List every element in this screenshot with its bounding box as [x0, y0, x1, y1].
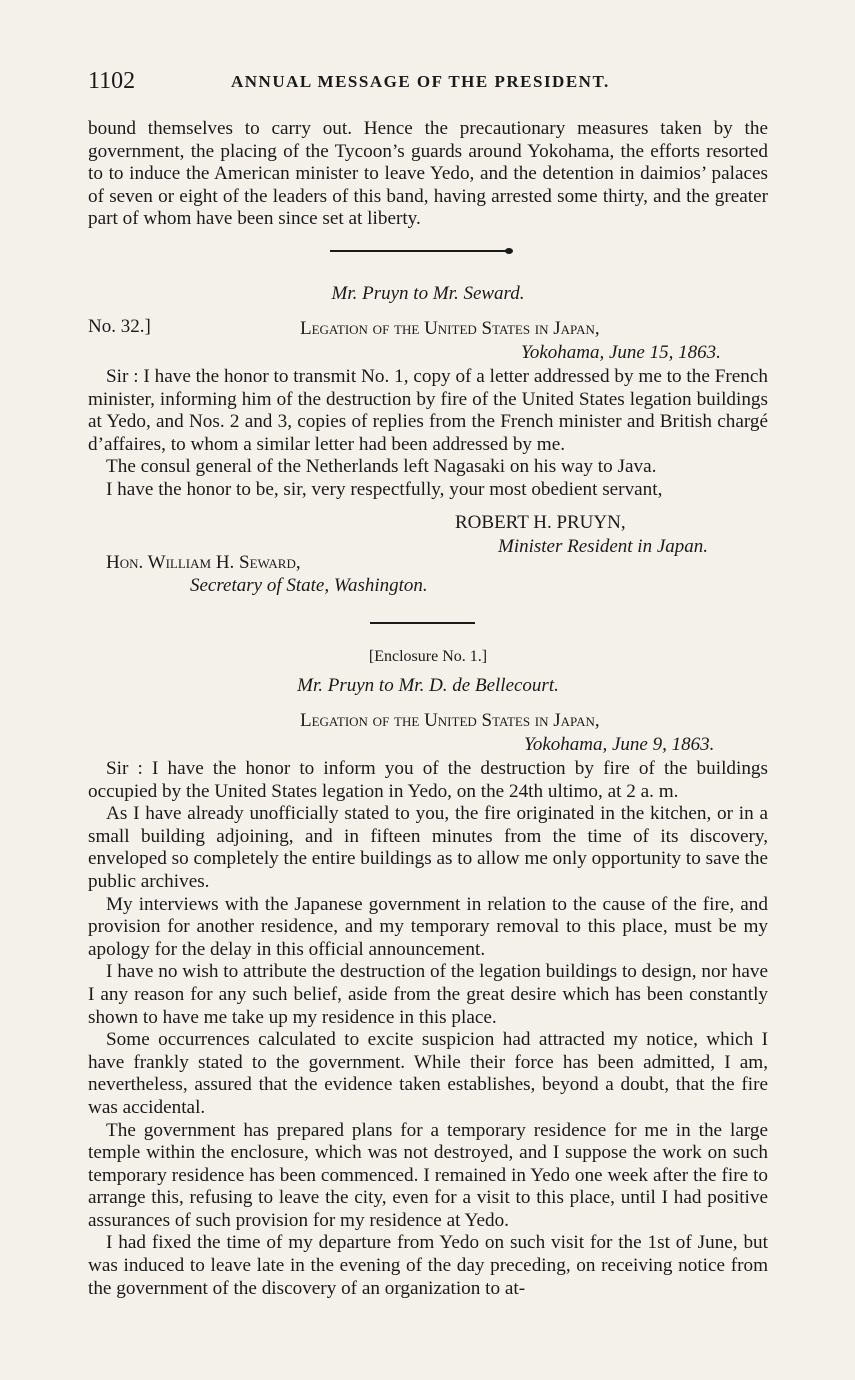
letter-heading: Mr. Pruyn to Mr. Seward.	[331, 283, 525, 304]
enclosure-label: [Enclosure No. 1.]	[368, 648, 488, 665]
enclosure-paragraph: The government has prepared plans for a temporary residence for me in the large temple within the enclosure, which was not destroyed, and I suppose the work on such temporary residence has been commenced. I remained in Yedo one week after the fire to arrange this, refusing to leave the city, even for a visit to this place, until I had positive assurances of such provision for my residence at Yedo.	[88, 1119, 768, 1231]
page-number: 1102	[88, 68, 136, 94]
divider-ornament	[505, 248, 513, 254]
letter-paragraph: The consul general of the Netherlands left Nagasaki on his way to Java.	[106, 456, 657, 478]
enclosure-paragraph: Sir : I have the honor to inform you of the destruction by fire of the buildings occupied by the United States legation in Yedo, on the 24th ultimo, at 2 a. m.	[88, 758, 768, 802]
enclosure-paragraph: Some occurrences calculated to excite suspicion had attracted my notice, which I have frankly stated to the government. While their force has been admitted, I am, nevertheless, assured that the evidence taken establishes, beyond a doubt, that the fire was accidental.	[88, 1029, 768, 1118]
running-title: ANNUAL MESSAGE OF THE PRESIDENT.	[231, 72, 610, 91]
letter-paragraph: Sir : I have the honor to transmit No. 1, copy of a letter addressed by me to the French minister, informing him of the destruction by fire of the United States legation buildings at Yedo, and Nos. 2 and 3, copies of replies from the French minister and British chargé d’affaires, to whom a similar letter had been addressed by me.	[88, 366, 768, 455]
intro-text: bound themselves to carry out. Hence the precautionary measures taken by the government, the placing of the Tycoon’s guards around Yokohama, the efforts resorted to to induce the American minister to leave Yedo, and the detention in daimios’ palaces of seven or eight of the leaders of this band, having arrested some thirty, and the greater part of whom have been since set at liberty.	[88, 118, 768, 230]
enclosure-heading: Mr. Pruyn to Mr. D. de Bellecourt.	[297, 675, 559, 696]
enclosure-paragraph: My interviews with the Japanese government in relation to the cause of the fire, and provision for another residence, and my temporary removal to this place, must be my apology for the delay in this official announcement.	[88, 893, 768, 960]
enclosure-place-date: Yokohama, June 9, 1863.	[524, 734, 715, 755]
signature-title: Minister Resident in Japan.	[498, 536, 709, 557]
page-header	[88, 68, 768, 100]
enclosure-paragraph: I had fixed the time of my departure from Yedo on such visit for the 1st of June, but was induced to leave late in the evening of the day preceding, on receiving notice from the government of the discovery of an organization to at-	[88, 1232, 768, 1299]
section-divider-small	[370, 622, 475, 624]
enclosure-paragraph: I have no wish to attribute the destruction of the legation buildings to design, nor have I any reason for any such belief, aside from the great desire which has been constantly shown to have me take up my residence in this place.	[88, 961, 768, 1028]
letter-legation: Legation of the United States in Japan,	[300, 318, 600, 339]
letter-place-date: Yokohama, June 15, 1863.	[521, 342, 721, 363]
addressee: Hon. William H. Seward,	[106, 552, 301, 573]
letter-number: No. 32.]	[88, 316, 151, 337]
enclosure-body	[88, 758, 768, 1300]
intro-paragraph	[88, 118, 768, 231]
enclosure-legation: Legation of the United States in Japan,	[300, 710, 600, 731]
enclosure-paragraph: As I have already unofficially stated to you, the fire originated in the kitchen, or in a small building adjoining, and in fifteen minutes from the time of its discovery, enveloped so completely the entire buildings as to allow me only opportunity to save the public archives.	[88, 803, 768, 892]
signature: ROBERT H. PRUYN,	[455, 512, 626, 533]
section-divider	[330, 250, 510, 252]
letter-paragraph: I have the honor to be, sir, very respectfully, your most obedient servant,	[106, 478, 663, 500]
addressee-title: Secretary of State, Washington.	[190, 575, 428, 596]
letter-body	[88, 366, 768, 502]
